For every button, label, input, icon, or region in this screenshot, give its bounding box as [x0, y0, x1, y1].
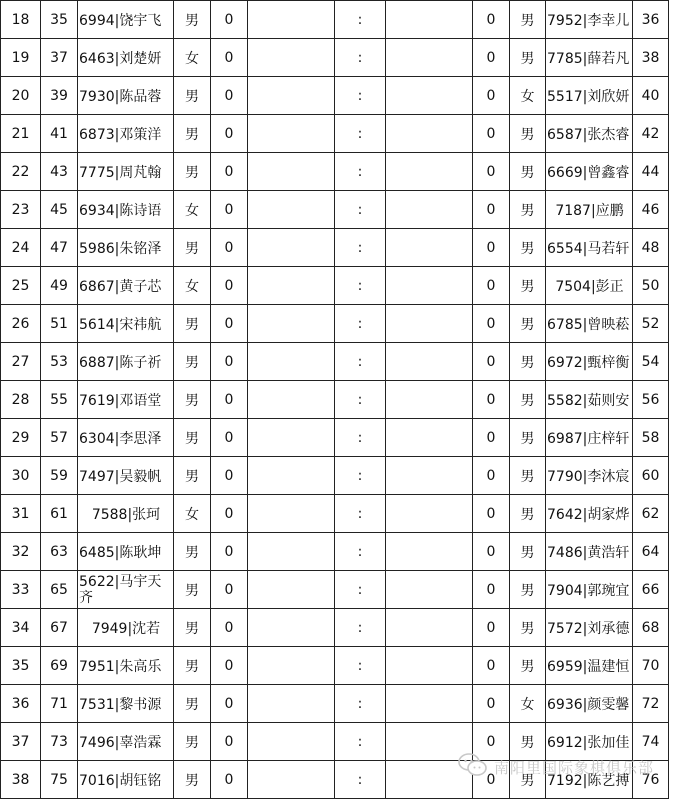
table-number-cell: 33 [1, 571, 41, 609]
table-number-cell: 32 [1, 533, 41, 571]
black-score-cell: 0 [473, 153, 510, 191]
result-separator-cell: : [335, 723, 386, 761]
black-seat-cell: 72 [633, 685, 669, 723]
white-player-cell: 6887|陈子祈 [78, 343, 174, 381]
table-row [1, 153, 669, 191]
white-seat-cell: 43 [41, 153, 78, 191]
white-gender-cell: 男 [174, 381, 211, 419]
black-gender-cell: 男 [510, 381, 546, 419]
white-seat-cell: 63 [41, 533, 78, 571]
black-score-cell: 0 [473, 533, 510, 571]
white-player-cell: 7775|周芃翰 [78, 153, 174, 191]
white-seat-cell: 35 [41, 1, 78, 39]
black-seat-cell: 58 [633, 419, 669, 457]
black-seat-cell: 70 [633, 647, 669, 685]
white-seat-cell: 57 [41, 419, 78, 457]
table-row [1, 457, 669, 495]
table-row [1, 1, 669, 39]
black-player-cell: 7642|胡家烨 [546, 495, 633, 533]
black-gender-cell: 男 [510, 723, 546, 761]
black-gender-cell: 男 [510, 115, 546, 153]
white-score-cell: 0 [211, 609, 248, 647]
white-seat-cell: 73 [41, 723, 78, 761]
black-score-cell: 0 [473, 77, 510, 115]
table-row [1, 305, 669, 343]
result-left-cell [248, 571, 335, 609]
black-player-cell: 6987|庄梓轩 [546, 419, 633, 457]
black-seat-cell: 40 [633, 77, 669, 115]
table-row [1, 495, 669, 533]
white-seat-cell: 75 [41, 761, 78, 799]
result-right-cell [386, 647, 473, 685]
white-player-cell: 6994|饶宇飞 [78, 1, 174, 39]
white-player-cell: 7497|吴毅帆 [78, 457, 174, 495]
table-number-cell: 19 [1, 39, 41, 77]
white-seat-cell: 53 [41, 343, 78, 381]
result-separator-cell: : [335, 533, 386, 571]
white-player-cell: 6304|李思泽 [78, 419, 174, 457]
table-row [1, 609, 669, 647]
table-number-cell: 20 [1, 77, 41, 115]
table-row [1, 115, 669, 153]
table-row [1, 77, 669, 115]
white-player-cell: 5622|马宇天齐 [78, 571, 174, 609]
white-seat-cell: 67 [41, 609, 78, 647]
table-number-cell: 30 [1, 457, 41, 495]
table-number-cell: 38 [1, 761, 41, 799]
table-number-cell: 24 [1, 229, 41, 267]
result-separator-cell: : [335, 571, 386, 609]
black-gender-cell: 男 [510, 533, 546, 571]
result-left-cell [248, 761, 335, 799]
table-row [1, 533, 669, 571]
black-gender-cell: 男 [510, 39, 546, 77]
table-row [1, 761, 669, 799]
black-score-cell: 0 [473, 685, 510, 723]
black-gender-cell: 男 [510, 571, 546, 609]
white-player-cell: 6485|陈耿坤 [78, 533, 174, 571]
black-player-cell: 6785|曾映菘 [546, 305, 633, 343]
black-seat-cell: 48 [633, 229, 669, 267]
black-score-cell: 0 [473, 267, 510, 305]
white-score-cell: 0 [211, 457, 248, 495]
black-seat-cell: 38 [633, 39, 669, 77]
result-separator-cell: : [335, 115, 386, 153]
result-separator-cell: : [335, 609, 386, 647]
black-score-cell: 0 [473, 229, 510, 267]
black-score-cell: 0 [473, 191, 510, 229]
result-left-cell [248, 647, 335, 685]
black-gender-cell: 男 [510, 229, 546, 267]
black-seat-cell: 44 [633, 153, 669, 191]
black-seat-cell: 66 [633, 571, 669, 609]
white-seat-cell: 39 [41, 77, 78, 115]
result-left-cell [248, 723, 335, 761]
table-number-cell: 21 [1, 115, 41, 153]
white-score-cell: 0 [211, 647, 248, 685]
table-row [1, 343, 669, 381]
result-right-cell [386, 267, 473, 305]
result-right-cell [386, 1, 473, 39]
white-score-cell: 0 [211, 39, 248, 77]
result-separator-cell: : [335, 305, 386, 343]
table-number-cell: 25 [1, 267, 41, 305]
table-row [1, 723, 669, 761]
result-separator-cell: : [335, 267, 386, 305]
black-gender-cell: 男 [510, 761, 546, 799]
white-score-cell: 0 [211, 1, 248, 39]
black-seat-cell: 42 [633, 115, 669, 153]
black-player-cell: 7187|应鹏 [546, 191, 633, 229]
white-score-cell: 0 [211, 723, 248, 761]
black-player-cell: 7785|薛若凡 [546, 39, 633, 77]
result-left-cell [248, 533, 335, 571]
result-left-cell [248, 229, 335, 267]
white-score-cell: 0 [211, 343, 248, 381]
white-gender-cell: 男 [174, 457, 211, 495]
white-score-cell: 0 [211, 153, 248, 191]
white-player-cell: 6873|邓策洋 [78, 115, 174, 153]
result-separator-cell: : [335, 457, 386, 495]
result-separator-cell: : [335, 495, 386, 533]
white-player-cell: 6463|刘楚妍 [78, 39, 174, 77]
white-score-cell: 0 [211, 761, 248, 799]
result-separator-cell: : [335, 647, 386, 685]
white-gender-cell: 男 [174, 761, 211, 799]
result-right-cell [386, 305, 473, 343]
black-player-cell: 7790|李沐宸 [546, 457, 633, 495]
table-row [1, 571, 669, 609]
result-separator-cell: : [335, 343, 386, 381]
result-right-cell [386, 533, 473, 571]
black-seat-cell: 64 [633, 533, 669, 571]
white-seat-cell: 69 [41, 647, 78, 685]
black-score-cell: 0 [473, 723, 510, 761]
black-gender-cell: 男 [510, 1, 546, 39]
white-gender-cell: 男 [174, 609, 211, 647]
black-gender-cell: 男 [510, 267, 546, 305]
black-gender-cell: 男 [510, 343, 546, 381]
white-score-cell: 0 [211, 191, 248, 229]
black-score-cell: 0 [473, 39, 510, 77]
black-gender-cell: 女 [510, 685, 546, 723]
table-row [1, 267, 669, 305]
white-gender-cell: 女 [174, 39, 211, 77]
black-player-cell: 6959|温建恒 [546, 647, 633, 685]
table-number-cell: 35 [1, 647, 41, 685]
white-gender-cell: 男 [174, 153, 211, 191]
result-left-cell [248, 495, 335, 533]
white-seat-cell: 51 [41, 305, 78, 343]
black-gender-cell: 男 [510, 457, 546, 495]
white-gender-cell: 男 [174, 685, 211, 723]
result-right-cell [386, 609, 473, 647]
black-player-cell: 6587|张杰睿 [546, 115, 633, 153]
table-number-cell: 31 [1, 495, 41, 533]
white-score-cell: 0 [211, 115, 248, 153]
result-right-cell [386, 457, 473, 495]
result-separator-cell: : [335, 761, 386, 799]
white-score-cell: 0 [211, 685, 248, 723]
result-left-cell [248, 267, 335, 305]
black-gender-cell: 男 [510, 419, 546, 457]
white-gender-cell: 女 [174, 495, 211, 533]
white-seat-cell: 37 [41, 39, 78, 77]
white-score-cell: 0 [211, 229, 248, 267]
white-player-cell: 7016|胡钰铭 [78, 761, 174, 799]
black-player-cell: 5582|茹则安 [546, 381, 633, 419]
black-score-cell: 0 [473, 761, 510, 799]
black-seat-cell: 46 [633, 191, 669, 229]
table-number-cell: 29 [1, 419, 41, 457]
result-left-cell [248, 685, 335, 723]
white-gender-cell: 男 [174, 343, 211, 381]
result-right-cell [386, 115, 473, 153]
black-gender-cell: 男 [510, 495, 546, 533]
white-seat-cell: 65 [41, 571, 78, 609]
white-player-cell: 7531|黎书源 [78, 685, 174, 723]
black-seat-cell: 56 [633, 381, 669, 419]
black-score-cell: 0 [473, 457, 510, 495]
result-right-cell [386, 343, 473, 381]
black-player-cell: 7486|黄浩轩 [546, 533, 633, 571]
black-score-cell: 0 [473, 1, 510, 39]
result-separator-cell: : [335, 191, 386, 229]
black-seat-cell: 68 [633, 609, 669, 647]
result-right-cell [386, 419, 473, 457]
black-seat-cell: 54 [633, 343, 669, 381]
table-row [1, 419, 669, 457]
result-separator-cell: : [335, 419, 386, 457]
result-right-cell [386, 229, 473, 267]
result-separator-cell: : [335, 39, 386, 77]
table-number-cell: 18 [1, 1, 41, 39]
black-player-cell: 6669|曾鑫睿 [546, 153, 633, 191]
black-score-cell: 0 [473, 343, 510, 381]
black-seat-cell: 62 [633, 495, 669, 533]
table-row [1, 685, 669, 723]
table-number-cell: 22 [1, 153, 41, 191]
black-player-cell: 6554|马若轩 [546, 229, 633, 267]
black-score-cell: 0 [473, 495, 510, 533]
result-left-cell [248, 77, 335, 115]
result-right-cell [386, 571, 473, 609]
white-score-cell: 0 [211, 77, 248, 115]
black-gender-cell: 男 [510, 153, 546, 191]
result-separator-cell: : [335, 1, 386, 39]
black-player-cell: 7572|刘承德 [546, 609, 633, 647]
black-seat-cell: 76 [633, 761, 669, 799]
black-player-cell: 7192|陈艺搏 [546, 761, 633, 799]
result-left-cell [248, 343, 335, 381]
white-seat-cell: 41 [41, 115, 78, 153]
black-player-cell: 7504|彭正 [546, 267, 633, 305]
result-separator-cell: : [335, 77, 386, 115]
black-score-cell: 0 [473, 381, 510, 419]
black-player-cell: 7952|李幸儿 [546, 1, 633, 39]
result-right-cell [386, 153, 473, 191]
table-number-cell: 34 [1, 609, 41, 647]
white-player-cell: 7949|沈若 [78, 609, 174, 647]
white-player-cell: 7951|朱高乐 [78, 647, 174, 685]
table-number-cell: 26 [1, 305, 41, 343]
black-player-cell: 6912|张加佳 [546, 723, 633, 761]
white-seat-cell: 47 [41, 229, 78, 267]
black-score-cell: 0 [473, 647, 510, 685]
white-gender-cell: 男 [174, 533, 211, 571]
result-left-cell [248, 39, 335, 77]
white-seat-cell: 61 [41, 495, 78, 533]
result-right-cell [386, 381, 473, 419]
white-score-cell: 0 [211, 571, 248, 609]
table-number-cell: 36 [1, 685, 41, 723]
white-gender-cell: 男 [174, 115, 211, 153]
white-seat-cell: 45 [41, 191, 78, 229]
white-player-cell: 7619|邓语堂 [78, 381, 174, 419]
black-player-cell: 6936|颜雯馨 [546, 685, 633, 723]
result-left-cell [248, 153, 335, 191]
white-score-cell: 0 [211, 305, 248, 343]
black-score-cell: 0 [473, 609, 510, 647]
black-player-cell: 7904|郭琬宜 [546, 571, 633, 609]
white-score-cell: 0 [211, 533, 248, 571]
black-player-cell: 5517|刘欣妍 [546, 77, 633, 115]
white-player-cell: 6934|陈诗语 [78, 191, 174, 229]
black-gender-cell: 男 [510, 305, 546, 343]
result-left-cell [248, 305, 335, 343]
white-player-cell: 5986|朱铭泽 [78, 229, 174, 267]
white-seat-cell: 55 [41, 381, 78, 419]
result-left-cell [248, 191, 335, 229]
white-score-cell: 0 [211, 495, 248, 533]
table-row [1, 39, 669, 77]
table-row [1, 381, 669, 419]
black-gender-cell: 男 [510, 609, 546, 647]
black-seat-cell: 36 [633, 1, 669, 39]
result-left-cell [248, 419, 335, 457]
table-row [1, 229, 669, 267]
result-right-cell [386, 495, 473, 533]
table-number-cell: 27 [1, 343, 41, 381]
black-score-cell: 0 [473, 115, 510, 153]
result-right-cell [386, 723, 473, 761]
result-right-cell [386, 77, 473, 115]
white-seat-cell: 71 [41, 685, 78, 723]
black-gender-cell: 男 [510, 647, 546, 685]
result-separator-cell: : [335, 153, 386, 191]
black-seat-cell: 74 [633, 723, 669, 761]
table-number-cell: 28 [1, 381, 41, 419]
white-gender-cell: 男 [174, 305, 211, 343]
white-gender-cell: 男 [174, 647, 211, 685]
result-left-cell [248, 1, 335, 39]
white-gender-cell: 男 [174, 571, 211, 609]
white-player-cell: 5614|宋祎航 [78, 305, 174, 343]
result-left-cell [248, 115, 335, 153]
result-right-cell [386, 191, 473, 229]
result-left-cell [248, 457, 335, 495]
white-score-cell: 0 [211, 267, 248, 305]
black-player-cell: 6972|甄梓衡 [546, 343, 633, 381]
white-seat-cell: 49 [41, 267, 78, 305]
white-gender-cell: 男 [174, 419, 211, 457]
white-gender-cell: 女 [174, 191, 211, 229]
white-gender-cell: 男 [174, 1, 211, 39]
result-right-cell [386, 761, 473, 799]
black-score-cell: 0 [473, 305, 510, 343]
result-left-cell [248, 381, 335, 419]
black-gender-cell: 女 [510, 77, 546, 115]
white-gender-cell: 女 [174, 267, 211, 305]
white-gender-cell: 男 [174, 229, 211, 267]
white-player-cell: 7496|辜浩霖 [78, 723, 174, 761]
white-score-cell: 0 [211, 419, 248, 457]
result-right-cell [386, 685, 473, 723]
result-separator-cell: : [335, 685, 386, 723]
white-gender-cell: 男 [174, 77, 211, 115]
watermark-text: 南阳里国际象棋俱乐部 [494, 758, 655, 777]
white-seat-cell: 59 [41, 457, 78, 495]
result-separator-cell: : [335, 381, 386, 419]
white-gender-cell: 男 [174, 723, 211, 761]
white-score-cell: 0 [211, 381, 248, 419]
black-score-cell: 0 [473, 571, 510, 609]
black-seat-cell: 50 [633, 267, 669, 305]
black-seat-cell: 60 [633, 457, 669, 495]
result-separator-cell: : [335, 229, 386, 267]
result-right-cell [386, 39, 473, 77]
white-player-cell: 7588|张珂 [78, 495, 174, 533]
table-row [1, 647, 669, 685]
black-seat-cell: 52 [633, 305, 669, 343]
table-number-cell: 37 [1, 723, 41, 761]
table-row [1, 191, 669, 229]
black-gender-cell: 男 [510, 191, 546, 229]
white-player-cell: 7930|陈品蓉 [78, 77, 174, 115]
result-left-cell [248, 609, 335, 647]
white-player-cell: 6867|黄子芯 [78, 267, 174, 305]
black-score-cell: 0 [473, 419, 510, 457]
table-number-cell: 23 [1, 191, 41, 229]
